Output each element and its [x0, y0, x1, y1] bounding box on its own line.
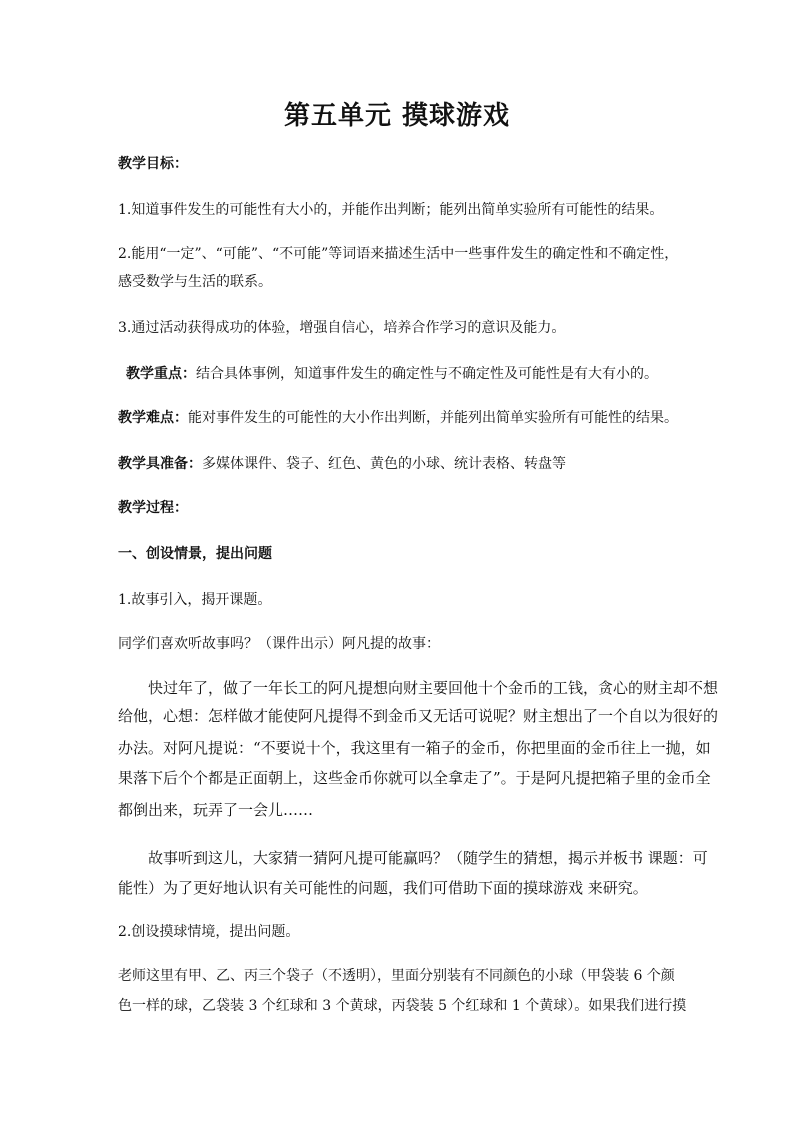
materials-label: 教学具准备： — [118, 456, 202, 472]
guess-line: 故事听到这儿，大家猜一猜阿凡提可能赢吗？（随学生的猜想，揭示并板书 课题：可 — [148, 849, 708, 867]
story-line: 都倒出来，玩弄了一会儿…… — [118, 801, 314, 819]
process-heading: 教学过程： — [118, 500, 188, 516]
guess-line: 能性）为了更好地认识有关可能性的问题，我们可借助下面的摸球游戏 来研究。 — [118, 879, 648, 897]
story-intro: 同学们喜欢听故事吗？（课件出示）阿凡提的故事： — [118, 636, 440, 652]
page-title: 第五单元 摸球游戏 — [283, 101, 511, 131]
objective-2-continued: 感受数学与生活的联系。 — [118, 274, 272, 290]
difficulty-text: 能对事件发生的可能性的大小作出判断，并能列出简单实验所有可能性的结果。 — [188, 410, 678, 426]
story-line: 办法。对阿凡提说：“不要说十个，我这里有一箱子的金币，你把里面的金币往上一抛，如 — [118, 739, 711, 757]
bags-line: 老师这里有甲、乙、丙三个袋子（不透明），里面分别装有不同颜色的小球（甲袋装 6 个颜 — [118, 968, 675, 984]
key-point — [126, 364, 686, 384]
step-2: 2.创设摸球情境，提出问题。 — [118, 924, 300, 940]
objective-1: 1.知道事件发生的可能性有大小的，并能作出判断；能列出简单实验所有可能性的结果。 — [118, 202, 664, 218]
objective-3: 3.通过活动获得成功的体验，增强自信心，培养合作学习的意识及能力。 — [118, 320, 566, 336]
step-1: 1.故事引入，揭开课题。 — [118, 592, 272, 608]
key-point-label: 教学重点： — [126, 366, 196, 382]
objective-2: 2.能用“一定”、“可能”、“不可能”等词语来描述生活中一些事件发生的确定性和不确定性， — [118, 246, 679, 262]
objectives-heading: 教学目标： — [118, 156, 188, 172]
materials — [118, 454, 678, 474]
story-line: 快过年了，做了一年长工的阿凡提想向财主要回他十个金币的工钱，贪心的财主却不想 — [148, 679, 719, 697]
key-point-text: 结合具体事例，知道事件发生的确定性与不确定性及可能性是有大有小的。 — [196, 366, 658, 382]
story-line: 果落下后个个都是正面朝上，这些金币你就可以全拿走了”。于是阿凡提把箱子里的金币全 — [118, 769, 711, 787]
difficulty — [118, 408, 678, 428]
section1-heading: 一、创设情景，提出问题 — [118, 546, 272, 562]
bags-line: 色一样的球，乙袋装 3 个红球和 3 个黄球，丙袋装 5 个红球和 1 个黄球）。如果我们进行摸 — [118, 998, 687, 1014]
difficulty-label: 教学难点： — [118, 410, 188, 426]
story-line: 给他，心想：怎样做才能使阿凡提得不到金币又无话可说呢？财主想出了一个自以为很好的 — [118, 707, 719, 725]
materials-text: 多媒体课件、袋子、红色、黄色的小球、统计表格、转盘等 — [202, 456, 566, 472]
